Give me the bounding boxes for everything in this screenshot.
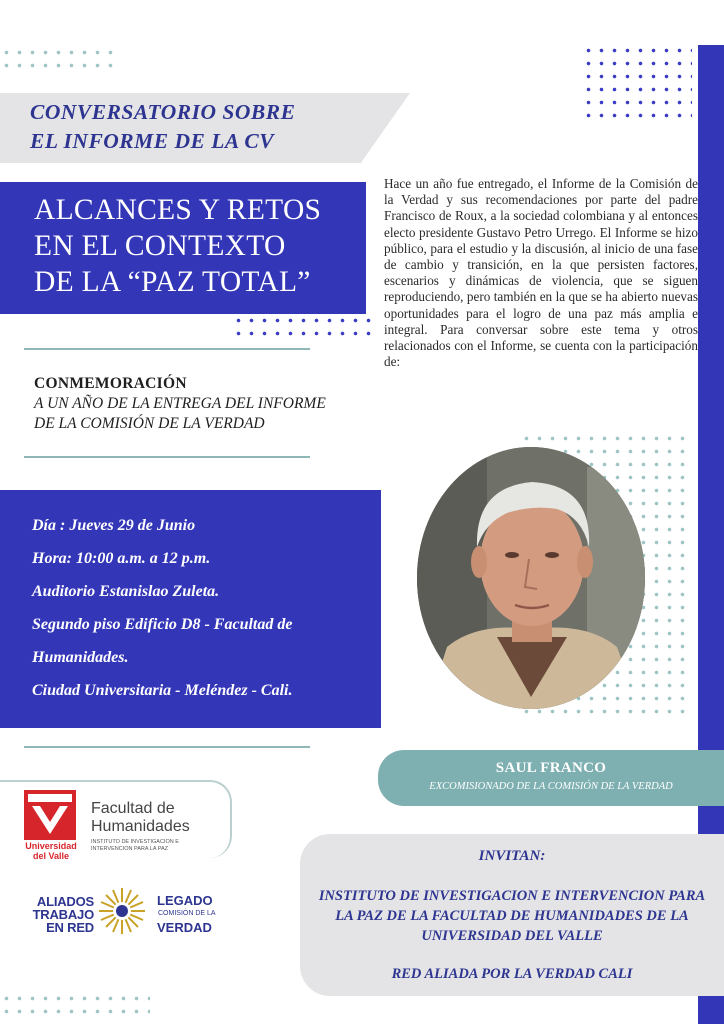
speaker-label bbox=[378, 750, 724, 806]
univalle-name-line-2: del Valle bbox=[32, 850, 70, 861]
title-line-1: ALCANCES Y RETOS bbox=[34, 194, 322, 226]
event-time: Hora: 10:00 a.m. a 12 p.m. bbox=[32, 550, 211, 567]
legado-verdad: VERDAD bbox=[157, 920, 212, 935]
aliados-line-2: TRABAJO bbox=[32, 907, 94, 922]
title-line-3: DE LA “PAZ TOTAL” bbox=[34, 266, 311, 298]
event-floor: Segundo piso Edificio D8 - Facultad de bbox=[32, 616, 293, 633]
commemoration-block bbox=[34, 374, 364, 434]
event-description: Hace un año fue entregado, el Informe de la Comisión de la Verdad y sus recomendaciones por parte del padre Francisco de Roux, a la sociedad colombiana y al entonces electo presidente Gustavo Petro Urrego. El Informe se hizo público, para el estudio y la discusión, al inicio de una fase de cambio y transición, en la que persisten factores, escenarios y dinámicas de violencia, que se siguen reproduciendo, pero también en la que se ha abierto nuevas oportunidades para el logro de una paz más amplia e integral. Para conversar sobre este tema y otros relacionados con el Informe, se cuenta con la participación de: bbox=[384, 176, 698, 370]
dot-grid-top-left bbox=[0, 46, 118, 76]
event-venue: Auditorio Estanislao Zuleta. bbox=[32, 583, 220, 600]
univalle-logo bbox=[24, 790, 76, 840]
speaker-portrait-illustration bbox=[417, 447, 645, 709]
invitan-title: INVITAN: bbox=[478, 848, 546, 864]
invitan-organizer: INSTITUTO DE INVESTIGACION E INTERVENCION PARA LA PAZ DE LA FACULTAD DE HUMANIDADES DE LA UNIVERSIDAD DEL VALLE bbox=[318, 888, 706, 944]
univalle-shield-icon bbox=[24, 790, 76, 840]
speaker-photo bbox=[417, 447, 645, 709]
speaker-name: SAUL FRANCO bbox=[495, 760, 607, 776]
divider-1 bbox=[24, 348, 310, 350]
aliados-line-3: EN RED bbox=[46, 920, 94, 935]
commemoration-line-1: A UN AÑO DE LA ENTREGA DEL INFORME bbox=[34, 395, 326, 412]
divider-3 bbox=[24, 746, 310, 748]
dot-grid-bottom-left bbox=[0, 992, 150, 1018]
commemoration-line-2: DE LA COMISIÓN DE LA VERDAD bbox=[34, 415, 265, 432]
event-faculty: Humanidades. bbox=[32, 649, 129, 666]
header-line-2: EL INFORME DE LA CV bbox=[30, 129, 275, 153]
commemoration-heading: CONMEMORACIÓN bbox=[34, 375, 187, 392]
speaker-role: EXCOMISIONADO DE LA COMISIÓN DE LA VERDAD bbox=[429, 781, 673, 792]
event-city: Ciudad Universitaria - Meléndez - Cali. bbox=[32, 682, 293, 699]
title-line-2: EN EL CONTEXTO bbox=[34, 230, 286, 262]
header-line-1: CONVERSATORIO SOBRE bbox=[30, 100, 296, 124]
main-title bbox=[34, 192, 364, 300]
dot-grid-title-right bbox=[232, 314, 372, 342]
event-date: Día : Jueves 29 de Junio bbox=[32, 517, 196, 534]
event-info bbox=[32, 513, 372, 711]
invitan-box bbox=[300, 834, 724, 996]
faculty-institute: INSTITUTO DE INVESTIGACION E INTERVENCION PARA LA PAZ bbox=[91, 839, 179, 852]
faculty-name-line-1: Facultad de bbox=[91, 800, 175, 817]
legado-subtitle: COMISIÓN DE LA bbox=[158, 910, 216, 917]
aliados-logo-text bbox=[18, 895, 94, 934]
faculty-name-line-2: Humanidades bbox=[91, 818, 190, 835]
sun-emblem-icon bbox=[97, 886, 147, 936]
invitan-network: RED ALIADA POR LA VERDAD CALI bbox=[391, 966, 633, 982]
dot-grid-top-right bbox=[582, 44, 692, 122]
aliados-line-1: ALIADOS bbox=[36, 894, 94, 909]
divider-2 bbox=[24, 456, 310, 458]
event-series-title bbox=[30, 98, 390, 156]
legado-title: LEGADO bbox=[157, 893, 213, 908]
univalle-name-line-1: Universidad bbox=[25, 841, 77, 851]
univalle-name bbox=[20, 842, 82, 861]
